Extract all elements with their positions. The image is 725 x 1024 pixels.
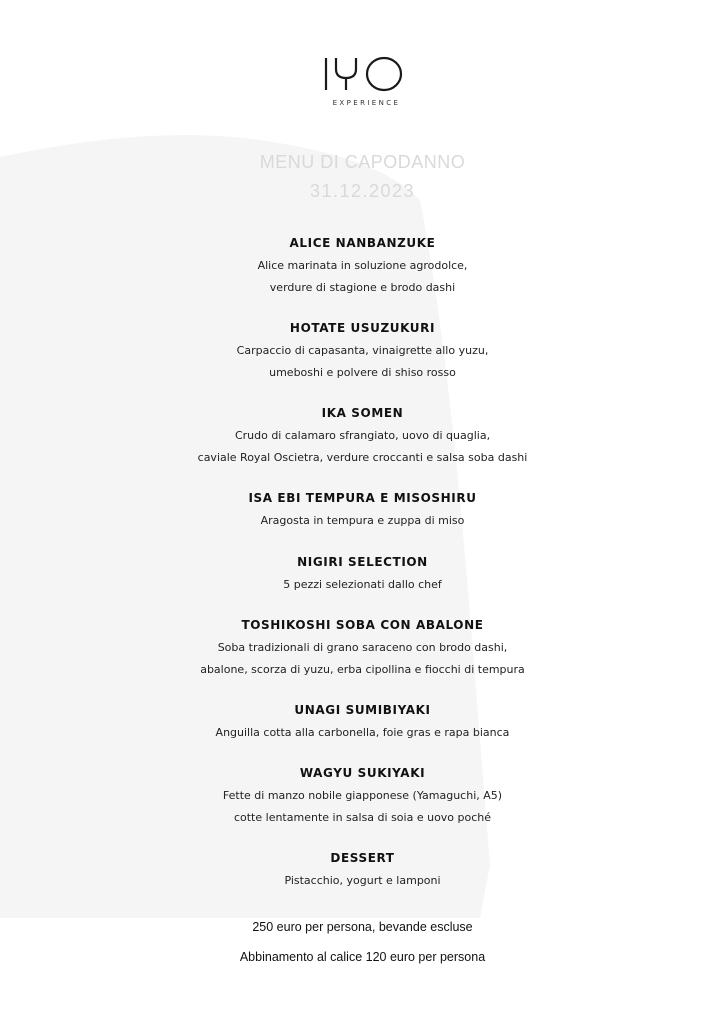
course-description: 5 pezzi selezionati dallo chef [283,578,442,591]
course-description: Alice marinata in soluzione agrodolce, [257,259,468,272]
course-description: Aragosta in tempura e zuppa di miso [260,514,465,527]
price-per-person: 250 euro per persona, bevande escluse [252,920,473,934]
course-description: Fette di manzo nobile giapponese (Yamaguchi, A5) [222,789,503,802]
course-nigiri-selection [0,555,725,596]
course-name: TOSHIKOSHI SOBA CON ABALONE [241,618,484,632]
course-name: NIGIRI SELECTION [297,555,428,569]
logo-mark-icon [322,56,406,92]
course-description: Crudo di calamaro sfrangiato, uovo di quaglia, [234,429,491,442]
course-description: verdure di stagione e brodo dashi [269,281,456,294]
course-description: Pistacchio, yogurt e lamponi [284,874,441,887]
course-wagyu-sukiyaki [0,766,725,829]
course-name: DESSERT [330,851,395,865]
course-hotate-usuzukuri [0,321,725,384]
course-name: ISA EBI TEMPURA E MISOSHIRU [248,491,477,505]
course-description: cotte lentamente in salsa di soia e uovo poché [233,811,492,824]
brand-subtitle: EXPERIENCE [332,99,401,107]
course-description: umeboshi e polvere di shiso rosso [269,366,456,379]
course-ika-somen [0,406,725,469]
menu-date: 31.12.2023 [309,181,416,201]
course-description: Soba tradizionali di grano saraceno con brodo dashi, [217,641,508,654]
course-description: Carpaccio di capasanta, vinaigrette allo yuzu, [236,344,489,357]
course-dessert [0,851,725,892]
course-unagi-sumibiyaki [0,703,725,744]
course-description: caviale Royal Oscietra, verdure croccanti e salsa soba dashi [197,451,528,464]
wine-pairing-price: Abbinamento al calice 120 euro per persona [239,950,486,964]
course-name: HOTATE USUZUKURI [289,321,436,335]
course-isa-ebi-tempura [0,491,725,532]
course-name: IKA SOMEN [321,406,404,420]
brand-logo [322,56,406,92]
course-description: abalone, scorza di yuzu, erba cipollina e fiocchi di tempura [200,663,525,676]
course-name: UNAGI SUMIBIYAKI [294,703,431,717]
course-description: Anguilla cotta alla carbonella, foie gras e rapa bianca [215,726,510,739]
course-name: WAGYU SUKIYAKI [299,766,426,780]
course-name: ALICE NANBANZUKE [289,236,436,250]
course-toshikoshi-soba [0,618,725,681]
course-alice-nanbanzuke [0,236,725,299]
menu-title: MENU DI CAPODANNO [259,152,466,172]
